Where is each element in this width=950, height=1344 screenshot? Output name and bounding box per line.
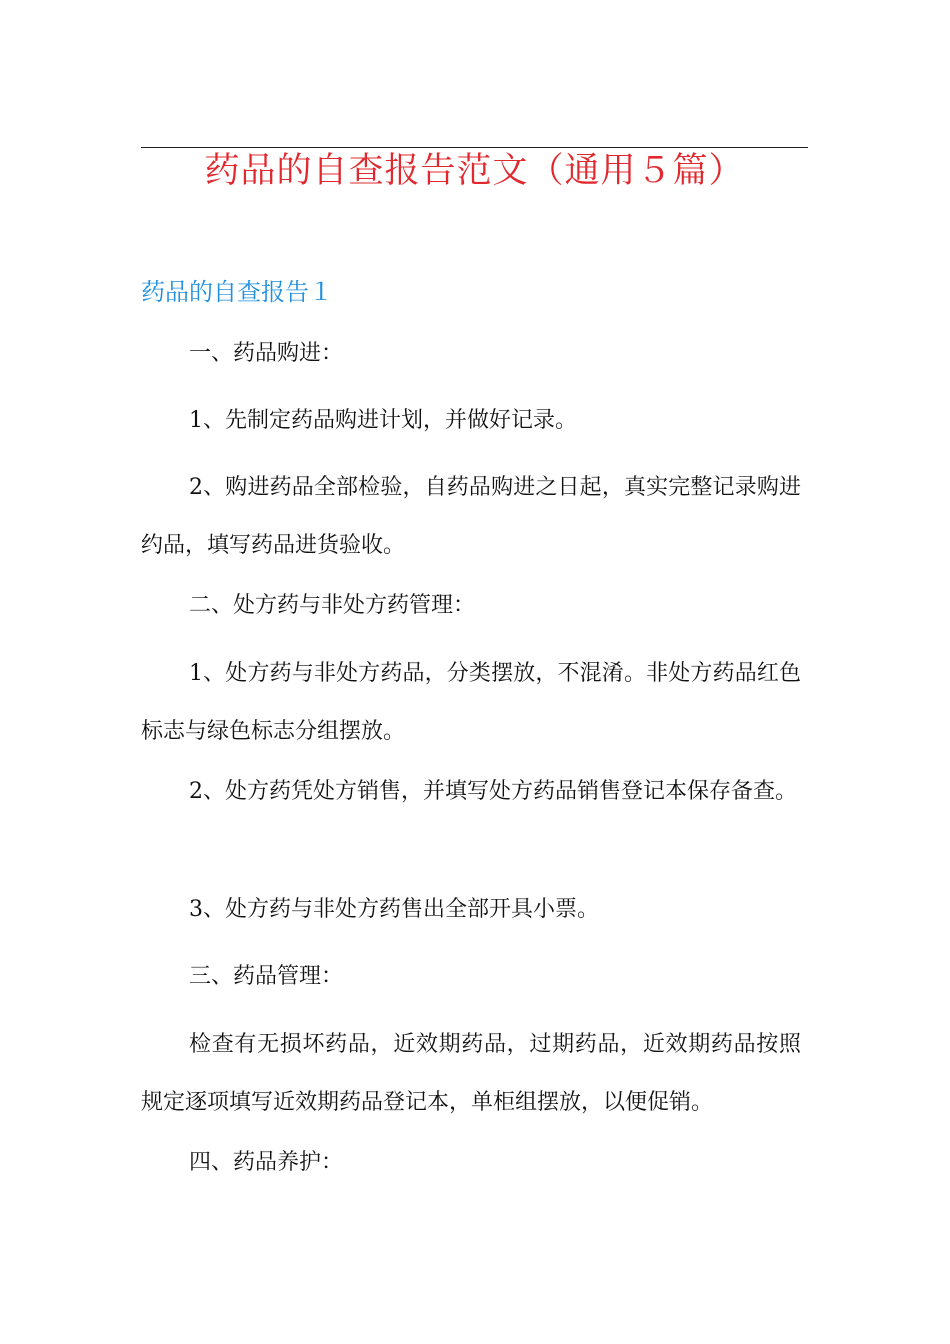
paragraph: 2、购进药品全部检验，自药品购进之日起，真实完整记录购进约品，填写药品进货验收。 [141,475,801,558]
section-heading: 药品的自查报告１ [141,278,333,306]
paragraph: 检查有无损坏药品，近效期药品，过期药品，近效期药品按照规定逐项填写近效期药品登记本，单柜组摆放，以便促销。 [141,1032,801,1115]
paragraph: 四、药品养护： [189,1150,344,1175]
document-title: 药品的自查报告范文（通用５篇） [204,151,745,191]
paragraph: 二、处方药与非处方药管理： [189,593,476,618]
paragraph: 1、处方药与非处方药品，分类摆放，不混淆。非处方药品红色标志与绿色标志分组摆放。 [141,661,801,744]
paragraph: 1、先制定药品购进计划，并做好记录。 [189,408,577,433]
paragraph: 2、处方药凭处方销售，并填写处方药品销售登记本保存备查。 [189,779,797,804]
paragraph: 3、处方药与非处方药售出全部开具小票。 [189,897,599,922]
paragraph: 一、药品购进： [189,341,344,366]
paragraph: 三、药品管理： [189,964,344,989]
